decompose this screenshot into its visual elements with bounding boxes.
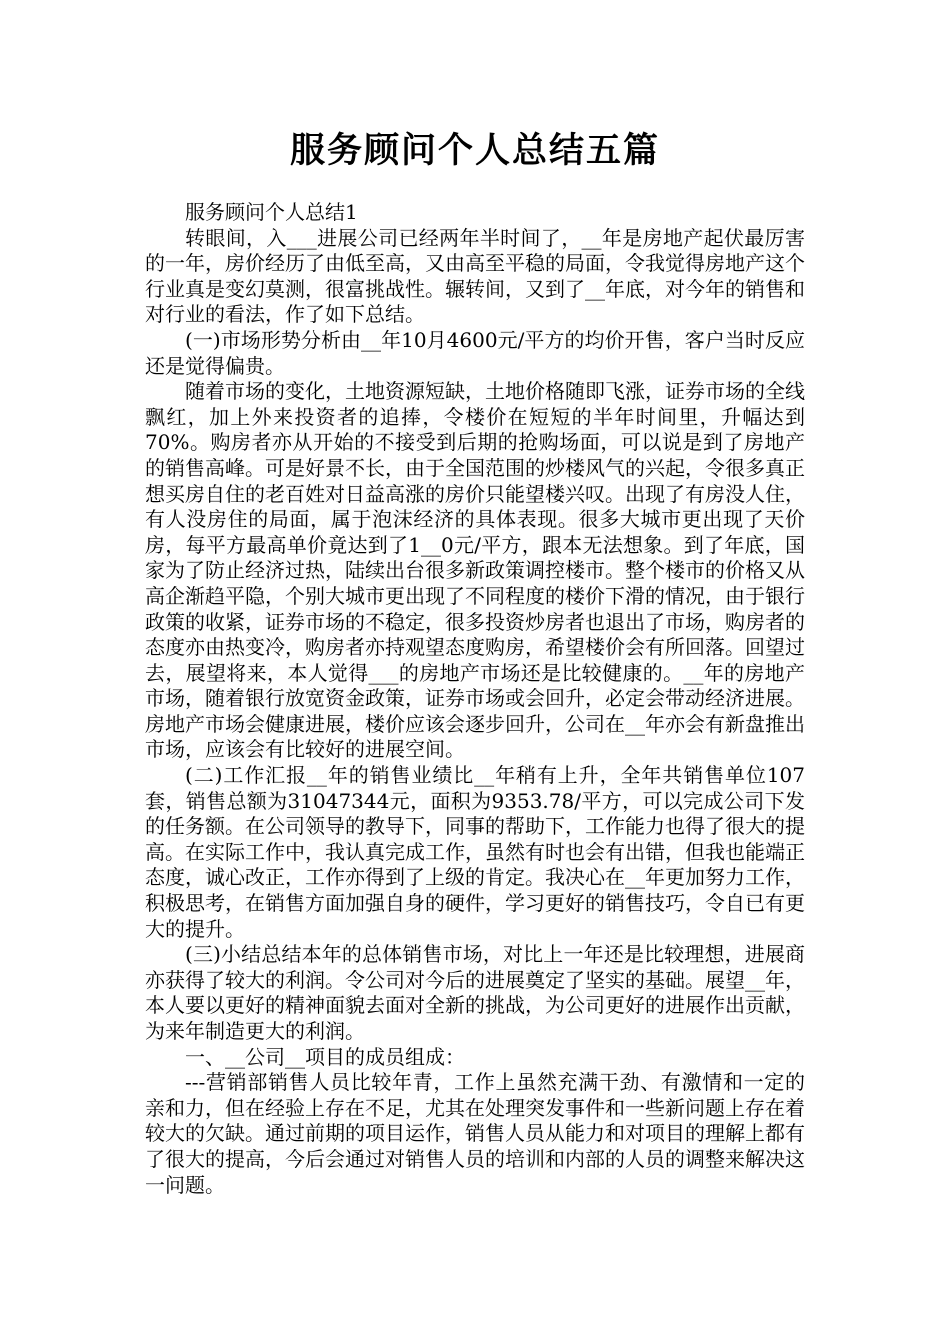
document-body — [145, 200, 805, 1198]
paragraph-summary: (三)小结总结本年的总体销售市场，对比上一年还是比较理想，进展商亦获得了较大的利润。令公司对今后的进展奠定了坚实的基础。展望__年，本人要以更好的精神面貌去面对全新的挑战，为公司更好的进展作出贡献，为来年制造更大的利润。 — [145, 942, 805, 1043]
document-title: 服务顾问个人总结五篇 — [289, 131, 660, 171]
paragraph-sales-staff: ---营销部销售人员比较年青，工作上虽然充满干劲、有激情和一定的亲和力，但在经验上存在不足，尤其在处理突发事件和一些新问题上存在着较大的欠缺。通过前期的项目运作，销售人员从能力和对项目的理解上都有了很大的提高，今后会通过对销售人员的培训和内部的人员的调整来解决这一问题。 — [145, 1070, 805, 1197]
paragraph-work-report: (二)工作汇报__年的销售业绩比__年稍有上升，全年共销售单位107套，销售总额为31047344元，面积为9353.78/平方，可以完成公司下发的任务额。在公司领导的教导下，同事的帮助下，工作能力也得了很大的提高。在实际工作中，我认真完成工作，虽然有时也会有出错，但我也能端正态度，诚心改正，工作亦得到了上级的肯定。我决心在__年更加努力工作，积极思考，在销售方面加强自身的硬件，学习更好的销售技巧，令自已有更大的提升。 — [145, 763, 805, 941]
paragraph-intro: 转眼间，入___进展公司已经两年半时间了，__年是房地产起伏最厉害的一年，房价经历了由低至高，又由高至平稳的局面，令我觉得房地产这个行业真是变幻莫测，很富挑战性。辗转间，又到了__年底，对今年的销售和对行业的看法，作了如下总结。 — [145, 225, 805, 327]
paragraph-market-change: 随着市场的变化，土地资源短缺，土地价格随即飞涨，证券市场的全线飘红，加上外来投资者的追捧，令楼价在短短的半年时间里，升幅达到70%。购房者亦从开始的不接受到后期的抢购场面，可以说是到了房地产的销售高峰。可是好景不长，由于全国范围的炒楼风气的兴起，令很多真正想买房自住的老百姓对日益高涨的房价只能望楼兴叹。出现了有房没人住，有人没房住的局面，属于泡沫经济的具体表现。很多大城市更出现了天价房，每平方最高单价竟达到了1__0元/平方，跟本无法想象。到了年底，国家为了防止经济过热，陆续出台很多新政策调控楼市。整个楼市的价格又从高企渐趋平隐，个别大城市更出现了不同程度的楼价下滑的情况，由于银行政策的收紧，证券市场的不稳定，很多投资炒房者也退出了市场，购房者的态度亦由热变冷，购房者亦持观望态度购房，希望楼价会有所回落。回望过去，展望将来，本人觉得___的房地产市场还是比较健康的。__年的房地产市场，随着银行放宽资金政策，证券市场或会回升，必定会带动经济进展。房地产市场会健康进展，楼价应该会逐步回升，公司在__年亦会有新盘推出市场，应该会有比较好的进展空间。 — [145, 379, 805, 762]
paragraph-market-analysis: (一)市场形势分析由__年10月4600元/平方的均价开售，客户当时反应还是觉得偏贵。 — [145, 327, 805, 378]
section-heading: 服务顾问个人总结1 — [185, 200, 358, 224]
paragraph-members-heading: 一、__公司__项目的成员组成： — [185, 1044, 465, 1069]
